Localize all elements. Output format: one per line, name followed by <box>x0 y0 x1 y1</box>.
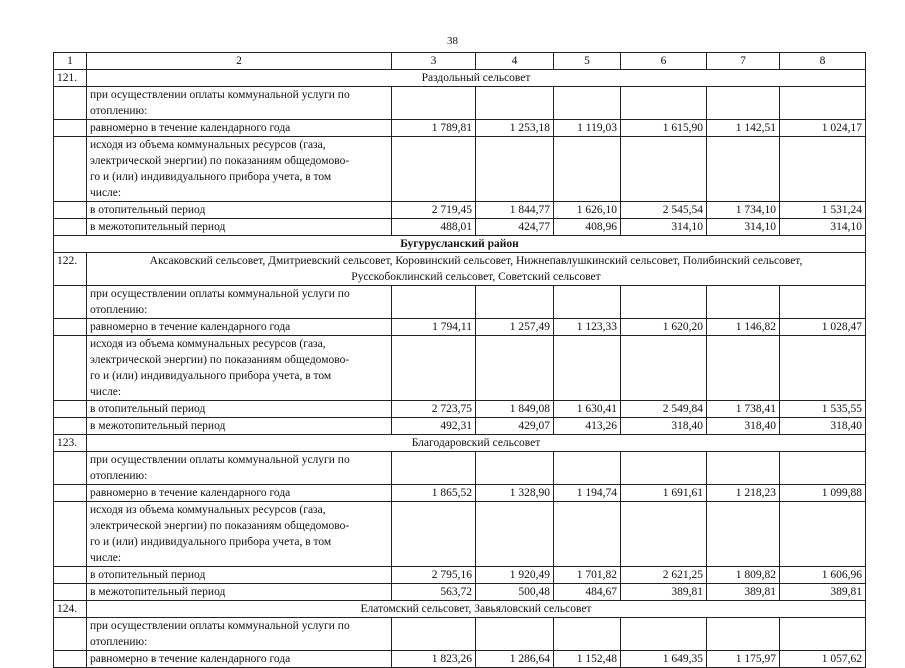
description-line: числе: <box>90 552 122 564</box>
empty-cell <box>392 452 476 485</box>
value-cell: 2 621,25 <box>621 567 707 584</box>
value-cell: 1 701,82 <box>554 567 621 584</box>
value-cell: 2 795,16 <box>392 567 476 584</box>
value-cell: 1 789,81 <box>392 120 476 137</box>
empty-cell <box>476 452 554 485</box>
empty-cell <box>54 120 87 137</box>
description-line: электрической энергии) по показаниям общедомово- <box>90 155 350 167</box>
value-cell: 1 849,08 <box>476 401 554 418</box>
value-cell: 1 844,77 <box>476 202 554 219</box>
value-cell: 1 794,11 <box>392 319 476 336</box>
value-cell: 389,81 <box>621 584 707 601</box>
value-cell: 488,01 <box>392 219 476 236</box>
description-line: исходя из объема коммунальных ресурсов (газа, <box>90 139 326 151</box>
value-cell: 2 719,45 <box>392 202 476 219</box>
value-cell: 2 723,75 <box>392 401 476 418</box>
empty-cell <box>54 137 87 202</box>
value-cell: 1 691,61 <box>621 485 707 502</box>
value-cell: 1 531,24 <box>780 202 866 219</box>
value-cell: 1 142,51 <box>707 120 780 137</box>
empty-cell <box>780 502 866 567</box>
value-cell: 1 286,64 <box>476 651 554 668</box>
description-line: отоплению: <box>90 105 148 117</box>
section-row <box>54 70 866 87</box>
value-cell: 408,96 <box>554 219 621 236</box>
description-line: электрической энергии) по показаниям общедомово- <box>90 354 350 366</box>
value-cell: 492,31 <box>392 418 476 435</box>
data-row <box>54 319 866 336</box>
page-number: 38 <box>447 35 458 47</box>
description-line: го и (или) индивидуального прибора учета, в том <box>90 370 332 382</box>
section-title: Благодаровский сельсовет <box>87 435 866 452</box>
description-row <box>54 336 866 401</box>
value-cell: 1 099,88 <box>780 485 866 502</box>
value-cell: 424,77 <box>476 219 554 236</box>
empty-cell <box>707 336 780 401</box>
description-line: отоплению: <box>90 304 148 316</box>
value-cell: 1 328,90 <box>476 485 554 502</box>
empty-cell <box>392 618 476 651</box>
district-title: Бугурусланский район <box>54 236 866 253</box>
data-row <box>54 401 866 418</box>
value-cell: 1 865,52 <box>392 485 476 502</box>
empty-cell <box>621 502 707 567</box>
data-row <box>54 202 866 219</box>
value-cell: 1 535,55 <box>780 401 866 418</box>
value-cell: 1 024,17 <box>780 120 866 137</box>
row-label: в межотопительный период <box>87 584 392 601</box>
district-row <box>54 236 866 253</box>
description-row <box>54 502 866 567</box>
description-cell <box>87 618 392 651</box>
empty-cell <box>476 618 554 651</box>
value-cell: 1 738,41 <box>707 401 780 418</box>
description-row <box>54 618 866 651</box>
empty-cell <box>621 87 707 120</box>
empty-cell <box>707 502 780 567</box>
description-cell <box>87 452 392 485</box>
row-label: равномерно в течение календарного года <box>87 319 392 336</box>
value-cell: 314,10 <box>621 219 707 236</box>
column-header: 6 <box>621 53 707 70</box>
empty-cell <box>392 87 476 120</box>
value-cell: 1 253,18 <box>476 120 554 137</box>
data-row <box>54 584 866 601</box>
description-cell <box>87 137 392 202</box>
empty-cell <box>780 137 866 202</box>
empty-cell <box>476 286 554 319</box>
description-line: числе: <box>90 187 122 199</box>
value-cell: 429,07 <box>476 418 554 435</box>
empty-cell <box>54 567 87 584</box>
value-cell: 1 218,23 <box>707 485 780 502</box>
description-row <box>54 87 866 120</box>
value-cell: 1 028,47 <box>780 319 866 336</box>
value-cell: 1 057,62 <box>780 651 866 668</box>
tariff-table <box>53 52 866 668</box>
description-line: отоплению: <box>90 636 148 648</box>
empty-cell <box>707 452 780 485</box>
value-cell: 1 809,82 <box>707 567 780 584</box>
empty-cell <box>780 618 866 651</box>
value-cell: 1 615,90 <box>621 120 707 137</box>
description-line: го и (или) индивидуального прибора учета, в том <box>90 536 332 548</box>
value-cell: 314,10 <box>780 219 866 236</box>
empty-cell <box>476 502 554 567</box>
empty-cell <box>54 502 87 567</box>
empty-cell <box>554 286 621 319</box>
section-row <box>54 601 866 618</box>
section-row <box>54 253 866 286</box>
row-label: в межотопительный период <box>87 219 392 236</box>
empty-cell <box>780 336 866 401</box>
table-body <box>54 53 866 668</box>
column-header: 4 <box>476 53 554 70</box>
section-row <box>54 435 866 452</box>
data-row <box>54 485 866 502</box>
empty-cell <box>54 202 87 219</box>
value-cell: 389,81 <box>780 584 866 601</box>
description-line: при осуществлении оплаты коммунальной услуги по <box>90 620 350 632</box>
value-cell: 314,10 <box>707 219 780 236</box>
empty-cell <box>707 87 780 120</box>
empty-cell <box>554 502 621 567</box>
row-label: равномерно в течение календарного года <box>87 485 392 502</box>
section-title <box>87 253 866 286</box>
description-line: отоплению: <box>90 470 148 482</box>
empty-cell <box>54 584 87 601</box>
section-title-line: Русскобоклинский сельсовет, Советский сельсовет <box>351 271 601 283</box>
column-header: 1 <box>54 53 87 70</box>
value-cell: 1 152,48 <box>554 651 621 668</box>
value-cell: 318,40 <box>780 418 866 435</box>
row-index: 122. <box>54 253 87 286</box>
value-cell: 1 119,03 <box>554 120 621 137</box>
data-row <box>54 418 866 435</box>
value-cell: 1 123,33 <box>554 319 621 336</box>
description-line: электрической энергии) по показаниям общедомово- <box>90 520 350 532</box>
row-label: в отопительный период <box>87 202 392 219</box>
empty-cell <box>476 87 554 120</box>
value-cell: 500,48 <box>476 584 554 601</box>
description-row <box>54 452 866 485</box>
row-label: равномерно в течение календарного года <box>87 120 392 137</box>
data-row <box>54 120 866 137</box>
row-label: в межотопительный период <box>87 418 392 435</box>
empty-cell <box>54 485 87 502</box>
description-line: исходя из объема коммунальных ресурсов (газа, <box>90 338 326 350</box>
description-row <box>54 286 866 319</box>
empty-cell <box>621 336 707 401</box>
row-label: равномерно в течение календарного года <box>87 651 392 668</box>
empty-cell <box>54 87 87 120</box>
value-cell: 2 549,84 <box>621 401 707 418</box>
value-cell: 1 257,49 <box>476 319 554 336</box>
description-line: го и (или) индивидуального прибора учета, в том <box>90 171 332 183</box>
column-header: 7 <box>707 53 780 70</box>
empty-cell <box>54 618 87 651</box>
data-row <box>54 651 866 668</box>
description-line: при осуществлении оплаты коммунальной услуги по <box>90 454 350 466</box>
empty-cell <box>554 87 621 120</box>
value-cell: 563,72 <box>392 584 476 601</box>
empty-cell <box>54 319 87 336</box>
empty-cell <box>554 336 621 401</box>
description-row <box>54 137 866 202</box>
value-cell: 389,81 <box>707 584 780 601</box>
column-header: 8 <box>780 53 866 70</box>
value-cell: 1 175,97 <box>707 651 780 668</box>
column-header: 2 <box>87 53 392 70</box>
empty-cell <box>780 286 866 319</box>
section-title-line: Аксаковский сельсовет, Дмитриевский сельсовет, Коровинский сельсовет, Нижнепавлушкинский сельсовет, Полибинский сельсовет, <box>149 255 803 267</box>
empty-cell <box>392 286 476 319</box>
value-cell: 318,40 <box>707 418 780 435</box>
value-cell: 1 649,35 <box>621 651 707 668</box>
data-row <box>54 567 866 584</box>
empty-cell <box>621 286 707 319</box>
value-cell: 1 920,49 <box>476 567 554 584</box>
value-cell: 1 823,26 <box>392 651 476 668</box>
header-row <box>54 53 866 70</box>
value-cell: 1 146,82 <box>707 319 780 336</box>
column-header: 5 <box>554 53 621 70</box>
section-title: Елатомский сельсовет, Завьяловский сельсовет <box>87 601 866 618</box>
empty-cell <box>621 618 707 651</box>
empty-cell <box>707 286 780 319</box>
empty-cell <box>554 137 621 202</box>
empty-cell <box>707 618 780 651</box>
row-index: 124. <box>54 601 87 618</box>
row-label: в отопительный период <box>87 567 392 584</box>
empty-cell <box>392 137 476 202</box>
empty-cell <box>780 452 866 485</box>
empty-cell <box>780 87 866 120</box>
row-index: 121. <box>54 70 87 87</box>
empty-cell <box>621 137 707 202</box>
empty-cell <box>476 336 554 401</box>
empty-cell <box>54 336 87 401</box>
value-cell: 1 606,96 <box>780 567 866 584</box>
empty-cell <box>54 219 87 236</box>
description-cell <box>87 502 392 567</box>
value-cell: 1 620,20 <box>621 319 707 336</box>
value-cell: 1 194,74 <box>554 485 621 502</box>
empty-cell <box>54 286 87 319</box>
section-title: Раздольный сельсовет <box>87 70 866 87</box>
value-cell: 413,26 <box>554 418 621 435</box>
description-line: исходя из объема коммунальных ресурсов (газа, <box>90 504 326 516</box>
value-cell: 2 545,54 <box>621 202 707 219</box>
empty-cell <box>54 452 87 485</box>
value-cell: 318,40 <box>621 418 707 435</box>
data-row <box>54 219 866 236</box>
row-index: 123. <box>54 435 87 452</box>
value-cell: 1 734,10 <box>707 202 780 219</box>
description-cell <box>87 87 392 120</box>
empty-cell <box>476 137 554 202</box>
description-line: числе: <box>90 386 122 398</box>
description-line: при осуществлении оплаты коммунальной услуги по <box>90 89 350 101</box>
empty-cell <box>54 651 87 668</box>
column-header: 3 <box>392 53 476 70</box>
value-cell: 484,67 <box>554 584 621 601</box>
empty-cell <box>554 618 621 651</box>
value-cell: 1 630,41 <box>554 401 621 418</box>
description-cell <box>87 336 392 401</box>
row-label: в отопительный период <box>87 401 392 418</box>
empty-cell <box>554 452 621 485</box>
empty-cell <box>621 452 707 485</box>
empty-cell <box>392 336 476 401</box>
description-cell <box>87 286 392 319</box>
empty-cell <box>392 502 476 567</box>
empty-cell <box>54 401 87 418</box>
value-cell: 1 626,10 <box>554 202 621 219</box>
empty-cell <box>54 418 87 435</box>
empty-cell <box>707 137 780 202</box>
description-line: при осуществлении оплаты коммунальной услуги по <box>90 288 350 300</box>
